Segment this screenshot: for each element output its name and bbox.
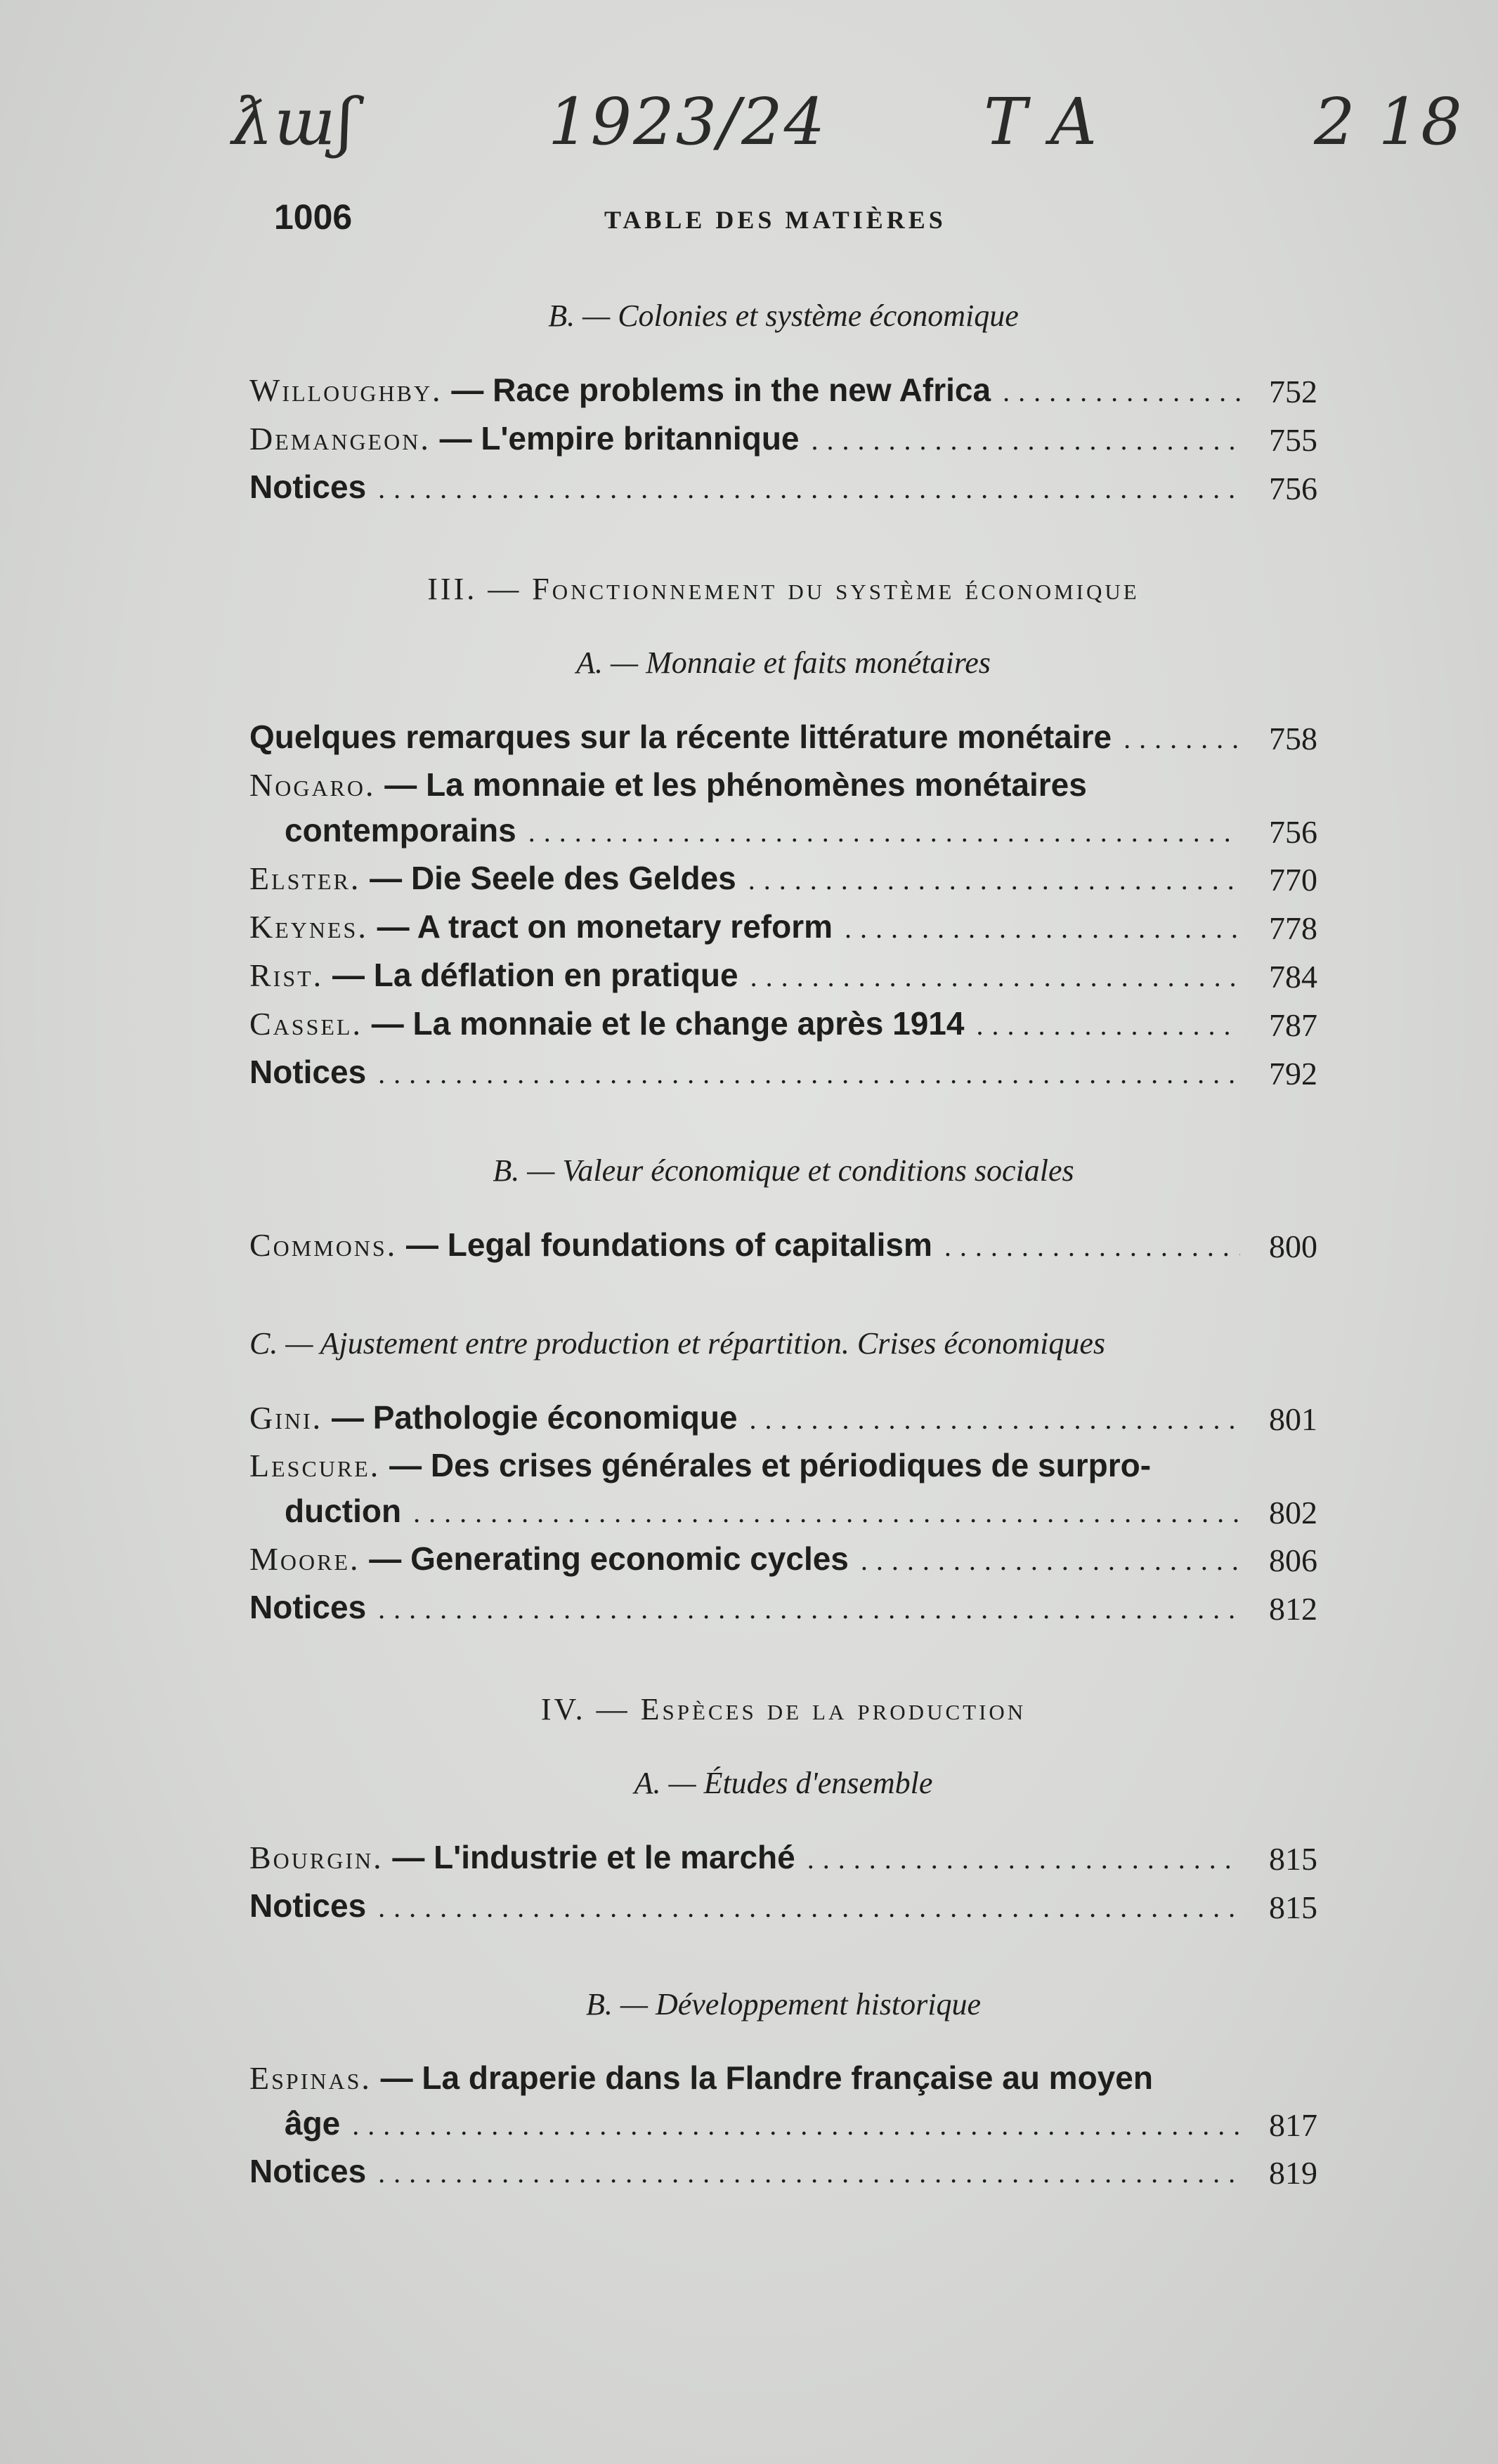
entry-page-number: 792 [1269, 1056, 1317, 1092]
entry-page-number: 778 [1269, 910, 1317, 946]
entry-page-number: 770 [1269, 862, 1317, 898]
entry-title: — L'industrie et le marché [392, 1839, 795, 1875]
entry-page-number: 802 [1269, 1495, 1317, 1531]
toc-entry[interactable] [249, 1882, 1317, 1931]
subsection-heading: B. — Développement historique [585, 1987, 982, 2021]
entry-title: Quelques remarques sur la récente littérature monétaire [249, 719, 1112, 755]
running-head-title: TABLE DES MATIÈRES [604, 206, 946, 234]
entry-title: — Die Seele des Geldes [370, 860, 736, 896]
entry-title: Notices [249, 1054, 367, 1090]
toc-entry[interactable] [249, 464, 1317, 512]
toc-entry[interactable] [249, 1584, 1317, 1632]
entry-author: Moore. [249, 1541, 360, 1577]
toc-entry[interactable] [249, 2055, 1317, 2148]
toc-entry[interactable] [249, 1221, 1317, 1270]
subsection-heading: A. — Études d'ensemble [634, 1766, 933, 1800]
subsection-heading: A. — Monnaie et faits monétaires [576, 646, 991, 680]
entry-page-number: 800 [1269, 1228, 1317, 1264]
toc-entry[interactable] [249, 2148, 1317, 2196]
toc-entry[interactable] [249, 855, 1317, 903]
toc-entry[interactable] [249, 1535, 1317, 1584]
subsection-heading: C. — Ajustement entre production et répartition. Crises économiques [249, 1326, 1106, 1361]
entry-title-continued: âge [285, 2105, 341, 2142]
entry-page-number: 817 [1269, 2107, 1317, 2143]
entry-title: Notices [249, 468, 367, 505]
entry-title: — Legal foundations of capitalism [406, 1226, 932, 1263]
entry-author: Demangeon. [249, 421, 431, 457]
entry-title-continued: contemporains [285, 812, 516, 848]
entry-page-number: 819 [1269, 2155, 1317, 2191]
entry-page-number: 815 [1269, 1841, 1317, 1877]
entry-title: Notices [249, 2153, 367, 2189]
entry-page-number: 756 [1269, 471, 1317, 506]
toc-entry[interactable] [249, 415, 1317, 464]
entry-page-number: 758 [1269, 721, 1317, 756]
subsection-heading: B. — Colonies et système économique [548, 299, 1019, 333]
entry-title-continued: duction [285, 1493, 402, 1529]
entry-title: — Pathologie économique [331, 1399, 738, 1436]
entry-title: — Des crises générales et périodiques de surpro- [389, 1447, 1152, 1483]
entry-author: Cassel. [249, 1006, 363, 1042]
entry-title: — La déflation en pratique [332, 957, 738, 993]
entry-author: Espinas. [249, 2060, 372, 2096]
entry-page-number: 787 [1269, 1007, 1317, 1043]
entry-page-number: 806 [1269, 1542, 1317, 1578]
handwritten-mark: 1923/24 [548, 84, 827, 159]
entry-title: — La monnaie et les phénomènes monétaires [384, 766, 1087, 803]
entry-author: Lescure. [249, 1448, 381, 1483]
subsection-heading: B. — Valeur économique et conditions sociales [493, 1153, 1074, 1188]
entry-title: — La monnaie et le change après 1914 [371, 1005, 965, 1042]
entry-author: Gini. [249, 1400, 323, 1436]
toc-entry[interactable] [249, 903, 1317, 952]
running-head [274, 197, 1342, 246]
entry-page-number: 815 [1269, 1889, 1317, 1925]
entry-author: Elster. [249, 860, 361, 896]
handwritten-mark: ƛɯʃ [232, 84, 356, 159]
entry-author: Rist. [249, 957, 324, 993]
handwritten-mark: 2 18 [1314, 84, 1464, 159]
entry-author: Commons. [249, 1227, 398, 1263]
toc-entry[interactable] [249, 714, 1317, 762]
toc-entry[interactable] [249, 1834, 1317, 1882]
toc-entry[interactable] [249, 1443, 1317, 1535]
table-of-contents [249, 281, 1317, 2196]
entry-title: Notices [249, 1589, 367, 1625]
entry-author: Bourgin. [249, 1840, 384, 1875]
entry-author: Willoughby. [249, 372, 443, 408]
toc-entry[interactable] [249, 1049, 1317, 1097]
toc-entry[interactable] [249, 1000, 1317, 1049]
toc-entry[interactable] [249, 952, 1317, 1000]
entry-page-number: 752 [1269, 374, 1317, 409]
entry-title: — L'empire britannique [439, 420, 800, 457]
toc-entry[interactable] [249, 762, 1317, 855]
entry-page-number: 812 [1269, 1591, 1317, 1627]
entry-title: — A tract on monetary reform [377, 908, 833, 945]
entry-title: — La draperie dans la Flandre française au moyen [380, 2059, 1153, 2096]
section-heading: IV. — Espèces de la production [540, 1692, 1027, 1726]
entry-title: — Generating economic cycles [369, 1540, 849, 1577]
page-number: 1006 [274, 197, 353, 237]
section-heading: III. — Fonctionnement du système économique [427, 572, 1140, 606]
toc-entry[interactable] [249, 367, 1317, 415]
entry-page-number: 801 [1269, 1401, 1317, 1437]
entry-title: — Race problems in the new Africa [451, 372, 991, 408]
entry-page-number: 784 [1269, 959, 1317, 995]
toc-entry[interactable] [249, 1394, 1317, 1443]
entry-title: Notices [249, 1887, 367, 1924]
entry-author: Nogaro. [249, 767, 376, 803]
entry-page-number: 756 [1269, 814, 1317, 850]
entry-page-number: 755 [1269, 422, 1317, 458]
entry-author: Keynes. [249, 909, 368, 945]
handwritten-mark: T A [984, 84, 1099, 159]
